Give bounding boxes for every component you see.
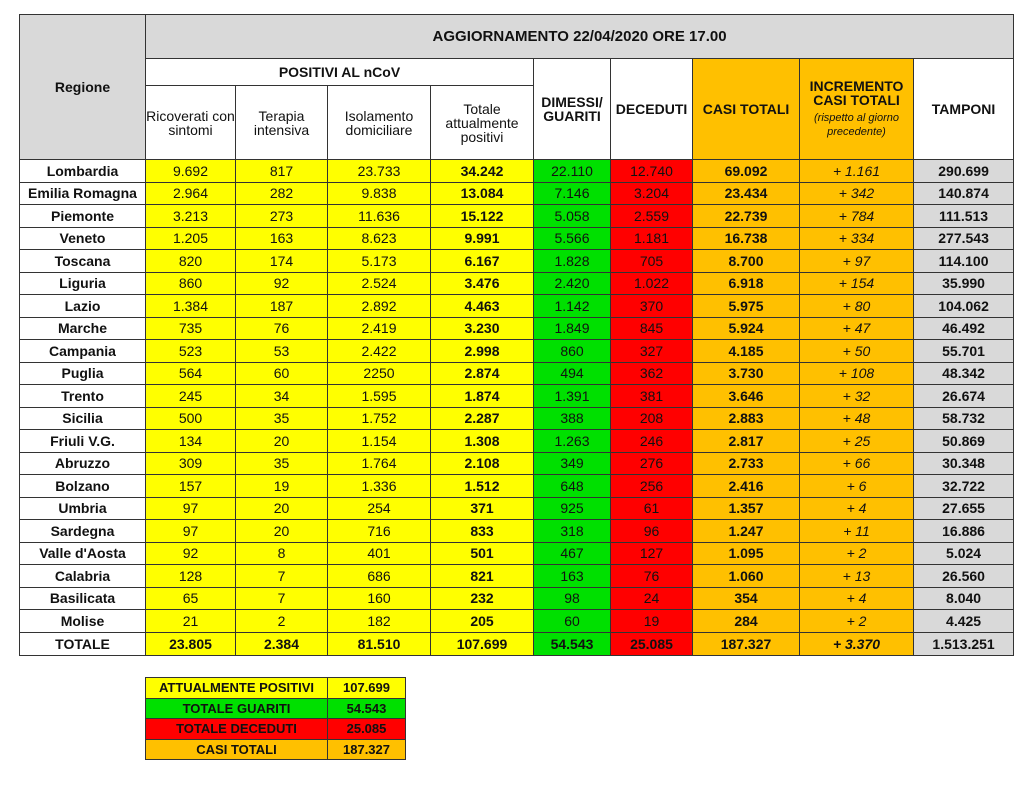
cell-incremento: + 6 (800, 475, 914, 498)
cell-casi-totali: 284 (693, 610, 800, 633)
header-incremento-note: (rispetto al giorno precedente) (814, 111, 899, 138)
cell-isolamento: 160 (328, 587, 431, 610)
cell-deceduti: 61 (611, 497, 693, 520)
cell-tamponi: 277.543 (914, 227, 1014, 250)
table-row (20, 587, 1014, 610)
cell-tamponi: 30.348 (914, 452, 1014, 475)
table-row (20, 362, 1014, 385)
cell-tamponi: 27.655 (914, 497, 1014, 520)
cell-dimessi: 648 (534, 475, 611, 498)
cell-casi-totali: 6.918 (693, 272, 800, 295)
cell-deceduti: 246 (611, 430, 693, 453)
cell-totale-positivi: 13.084 (431, 182, 534, 205)
table-row-total (20, 632, 1014, 655)
cell-region: Emilia Romagna (20, 182, 146, 205)
table-row (20, 182, 1014, 205)
table-row (20, 430, 1014, 453)
cell-incremento: + 80 (800, 295, 914, 318)
cell-terapia: 92 (236, 272, 328, 295)
cell-casi-totali: 23.434 (693, 182, 800, 205)
header-incremento (800, 59, 914, 160)
table-row (20, 317, 1014, 340)
total-totale-positivi: 107.699 (431, 632, 534, 655)
cell-tamponi: 26.560 (914, 565, 1014, 588)
cell-ricoverati: 500 (146, 407, 236, 430)
cell-isolamento: 2.422 (328, 340, 431, 363)
cell-ricoverati: 245 (146, 385, 236, 408)
total-dimessi: 54.543 (534, 632, 611, 655)
header-ricoverati: Ricoverati con sintomi (146, 86, 236, 160)
cell-isolamento: 1.336 (328, 475, 431, 498)
cell-tamponi: 290.699 (914, 160, 1014, 183)
cell-deceduti: 208 (611, 407, 693, 430)
cell-totale-positivi: 371 (431, 497, 534, 520)
total-casi-totali: 187.327 (693, 632, 800, 655)
cell-dimessi: 388 (534, 407, 611, 430)
cell-isolamento: 2250 (328, 362, 431, 385)
cell-totale-positivi: 833 (431, 520, 534, 543)
cell-region: Lazio (20, 295, 146, 318)
cell-isolamento: 254 (328, 497, 431, 520)
cell-casi-totali: 5.975 (693, 295, 800, 318)
table-row (20, 295, 1014, 318)
cell-dimessi: 1.391 (534, 385, 611, 408)
table-row (20, 205, 1014, 228)
cell-casi-totali: 3.730 (693, 362, 800, 385)
cell-ricoverati: 97 (146, 497, 236, 520)
cell-totale-positivi: 821 (431, 565, 534, 588)
cell-incremento: + 66 (800, 452, 914, 475)
summary-table (145, 677, 406, 760)
table-row (20, 160, 1014, 183)
report-container (19, 14, 1014, 757)
summary-label: ATTUALMENTE POSITIVI (146, 678, 328, 699)
cell-region: Molise (20, 610, 146, 633)
cell-casi-totali: 16.738 (693, 227, 800, 250)
summary-row (146, 719, 406, 740)
cell-tamponi: 35.990 (914, 272, 1014, 295)
cell-deceduti: 19 (611, 610, 693, 633)
cell-tamponi: 32.722 (914, 475, 1014, 498)
cell-deceduti: 327 (611, 340, 693, 363)
cell-casi-totali: 2.817 (693, 430, 800, 453)
cell-totale-positivi: 6.167 (431, 250, 534, 273)
cell-totale-positivi: 232 (431, 587, 534, 610)
table-row (20, 610, 1014, 633)
cell-casi-totali: 1.247 (693, 520, 800, 543)
cell-totale-positivi: 4.463 (431, 295, 534, 318)
cell-isolamento: 11.636 (328, 205, 431, 228)
cell-totale-positivi: 1.308 (431, 430, 534, 453)
cell-region: Lombardia (20, 160, 146, 183)
summary-label: TOTALE DECEDUTI (146, 719, 328, 740)
cell-isolamento: 5.173 (328, 250, 431, 273)
cell-deceduti: 96 (611, 520, 693, 543)
header-tamponi: TAMPONI (914, 59, 1014, 160)
cell-ricoverati: 9.692 (146, 160, 236, 183)
cell-incremento: + 784 (800, 205, 914, 228)
cell-incremento: + 2 (800, 542, 914, 565)
cell-deceduti: 3.204 (611, 182, 693, 205)
cell-isolamento: 23.733 (328, 160, 431, 183)
cell-incremento: + 11 (800, 520, 914, 543)
cell-tamponi: 8.040 (914, 587, 1014, 610)
cell-casi-totali: 3.646 (693, 385, 800, 408)
table-row (20, 407, 1014, 430)
cell-dimessi: 60 (534, 610, 611, 633)
table-row (20, 340, 1014, 363)
cell-incremento: + 13 (800, 565, 914, 588)
cell-terapia: 8 (236, 542, 328, 565)
cell-dimessi: 860 (534, 340, 611, 363)
cell-deceduti: 362 (611, 362, 693, 385)
cell-region: Umbria (20, 497, 146, 520)
cell-isolamento: 686 (328, 565, 431, 588)
cell-incremento: + 108 (800, 362, 914, 385)
total-deceduti: 25.085 (611, 632, 693, 655)
header-isolamento: Isolamento domiciliare (328, 86, 431, 160)
cell-region: Calabria (20, 565, 146, 588)
cell-dimessi: 1.828 (534, 250, 611, 273)
header-terapia: Terapia intensiva (236, 86, 328, 160)
cell-dimessi: 2.420 (534, 272, 611, 295)
cell-deceduti: 1.022 (611, 272, 693, 295)
cell-incremento: + 32 (800, 385, 914, 408)
cell-region: Puglia (20, 362, 146, 385)
summary-label: CASI TOTALI (146, 739, 328, 760)
cell-ricoverati: 157 (146, 475, 236, 498)
table-row (20, 227, 1014, 250)
summary-value: 25.085 (328, 719, 406, 740)
header-update-title: AGGIORNAMENTO 22/04/2020 ORE 17.00 (146, 15, 1014, 59)
cell-totale-positivi: 9.991 (431, 227, 534, 250)
table-row (20, 385, 1014, 408)
cell-totale-positivi: 1.874 (431, 385, 534, 408)
cell-isolamento: 401 (328, 542, 431, 565)
cell-region: Toscana (20, 250, 146, 273)
cell-totale-positivi: 205 (431, 610, 534, 633)
cell-casi-totali: 22.739 (693, 205, 800, 228)
table-row (20, 520, 1014, 543)
cell-terapia: 163 (236, 227, 328, 250)
cell-tamponi: 104.062 (914, 295, 1014, 318)
cell-region: Liguria (20, 272, 146, 295)
header-casi-totali: CASI TOTALI (693, 59, 800, 160)
cell-tamponi: 55.701 (914, 340, 1014, 363)
cell-incremento: + 50 (800, 340, 914, 363)
cell-casi-totali: 2.733 (693, 452, 800, 475)
cell-terapia: 174 (236, 250, 328, 273)
cell-incremento: + 154 (800, 272, 914, 295)
header-region: Regione (20, 15, 146, 160)
total-terapia: 2.384 (236, 632, 328, 655)
table-row (20, 452, 1014, 475)
cell-ricoverati: 735 (146, 317, 236, 340)
cell-isolamento: 9.838 (328, 182, 431, 205)
cell-deceduti: 2.559 (611, 205, 693, 228)
cell-ricoverati: 134 (146, 430, 236, 453)
cell-region: Piemonte (20, 205, 146, 228)
cell-terapia: 19 (236, 475, 328, 498)
cell-deceduti: 127 (611, 542, 693, 565)
cell-tamponi: 140.874 (914, 182, 1014, 205)
cell-casi-totali: 1.095 (693, 542, 800, 565)
total-isolamento: 81.510 (328, 632, 431, 655)
header-incremento-label: INCREMENTO CASI TOTALI (809, 77, 904, 108)
cell-deceduti: 276 (611, 452, 693, 475)
table-row (20, 542, 1014, 565)
cell-region: Basilicata (20, 587, 146, 610)
table-row (20, 475, 1014, 498)
cell-incremento: + 25 (800, 430, 914, 453)
cell-region: Campania (20, 340, 146, 363)
cell-dimessi: 7.146 (534, 182, 611, 205)
cell-isolamento: 182 (328, 610, 431, 633)
cell-ricoverati: 2.964 (146, 182, 236, 205)
cell-terapia: 2 (236, 610, 328, 633)
cell-tamponi: 26.674 (914, 385, 1014, 408)
cell-deceduti: 370 (611, 295, 693, 318)
summary-label: TOTALE GUARITI (146, 698, 328, 719)
cell-terapia: 76 (236, 317, 328, 340)
table-row (20, 497, 1014, 520)
cell-ricoverati: 523 (146, 340, 236, 363)
cell-dimessi: 318 (534, 520, 611, 543)
cell-incremento: + 4 (800, 497, 914, 520)
cell-casi-totali: 8.700 (693, 250, 800, 273)
cell-totale-positivi: 3.476 (431, 272, 534, 295)
cell-isolamento: 2.524 (328, 272, 431, 295)
cell-casi-totali: 354 (693, 587, 800, 610)
cell-region: Valle d'Aosta (20, 542, 146, 565)
cell-isolamento: 716 (328, 520, 431, 543)
cell-ricoverati: 65 (146, 587, 236, 610)
cell-region: Marche (20, 317, 146, 340)
cell-isolamento: 1.595 (328, 385, 431, 408)
cell-terapia: 20 (236, 520, 328, 543)
cell-isolamento: 2.892 (328, 295, 431, 318)
summary-value: 54.543 (328, 698, 406, 719)
summary-row (146, 678, 406, 699)
cell-tamponi: 4.425 (914, 610, 1014, 633)
cell-terapia: 60 (236, 362, 328, 385)
cell-casi-totali: 4.185 (693, 340, 800, 363)
cell-tamponi: 50.869 (914, 430, 1014, 453)
cell-tamponi: 111.513 (914, 205, 1014, 228)
cell-totale-positivi: 15.122 (431, 205, 534, 228)
cell-deceduti: 1.181 (611, 227, 693, 250)
cell-region: Trento (20, 385, 146, 408)
cell-incremento: + 1.161 (800, 160, 914, 183)
cell-ricoverati: 97 (146, 520, 236, 543)
cell-terapia: 7 (236, 587, 328, 610)
cell-totale-positivi: 2.287 (431, 407, 534, 430)
cell-incremento: + 334 (800, 227, 914, 250)
cell-ricoverati: 92 (146, 542, 236, 565)
cell-totale-positivi: 1.512 (431, 475, 534, 498)
cell-terapia: 20 (236, 497, 328, 520)
cell-ricoverati: 860 (146, 272, 236, 295)
table-row (20, 272, 1014, 295)
cell-deceduti: 381 (611, 385, 693, 408)
cell-tamponi: 46.492 (914, 317, 1014, 340)
cell-ricoverati: 1.205 (146, 227, 236, 250)
cell-ricoverati: 820 (146, 250, 236, 273)
cell-dimessi: 925 (534, 497, 611, 520)
total-tamponi: 1.513.251 (914, 632, 1014, 655)
cell-totale-positivi: 34.242 (431, 160, 534, 183)
cell-terapia: 7 (236, 565, 328, 588)
table-row (20, 250, 1014, 273)
header-positivi-group: POSITIVI AL nCoV (146, 59, 534, 86)
cell-ricoverati: 3.213 (146, 205, 236, 228)
cell-totale-positivi: 501 (431, 542, 534, 565)
summary-row (146, 698, 406, 719)
cell-dimessi: 22.110 (534, 160, 611, 183)
cell-incremento: + 2 (800, 610, 914, 633)
cell-region: Abruzzo (20, 452, 146, 475)
cell-tamponi: 5.024 (914, 542, 1014, 565)
cell-dimessi: 5.566 (534, 227, 611, 250)
cell-tamponi: 48.342 (914, 362, 1014, 385)
cell-region: Bolzano (20, 475, 146, 498)
cell-totale-positivi: 2.998 (431, 340, 534, 363)
cell-deceduti: 76 (611, 565, 693, 588)
cell-ricoverati: 564 (146, 362, 236, 385)
cell-terapia: 282 (236, 182, 328, 205)
cell-dimessi: 1.263 (534, 430, 611, 453)
cell-terapia: 34 (236, 385, 328, 408)
cell-dimessi: 163 (534, 565, 611, 588)
cell-ricoverati: 128 (146, 565, 236, 588)
cell-isolamento: 1.764 (328, 452, 431, 475)
cell-deceduti: 845 (611, 317, 693, 340)
cell-ricoverati: 21 (146, 610, 236, 633)
cell-tamponi: 16.886 (914, 520, 1014, 543)
cell-totale-positivi: 2.874 (431, 362, 534, 385)
covid-regional-table (19, 14, 1014, 656)
cell-tamponi: 114.100 (914, 250, 1014, 273)
cell-isolamento: 1.752 (328, 407, 431, 430)
cell-incremento: + 342 (800, 182, 914, 205)
cell-dimessi: 98 (534, 587, 611, 610)
cell-incremento: + 47 (800, 317, 914, 340)
cell-dimessi: 349 (534, 452, 611, 475)
cell-terapia: 35 (236, 407, 328, 430)
cell-deceduti: 12.740 (611, 160, 693, 183)
cell-casi-totali: 2.416 (693, 475, 800, 498)
summary-body (146, 678, 406, 760)
header-deceduti: DECEDUTI (611, 59, 693, 160)
summary-value: 187.327 (328, 739, 406, 760)
cell-terapia: 53 (236, 340, 328, 363)
cell-ricoverati: 1.384 (146, 295, 236, 318)
cell-casi-totali: 5.924 (693, 317, 800, 340)
header-totale-positivi: Totale attualmente positivi (431, 86, 534, 160)
summary-value: 107.699 (328, 678, 406, 699)
cell-dimessi: 467 (534, 542, 611, 565)
cell-casi-totali: 1.357 (693, 497, 800, 520)
cell-totale-positivi: 2.108 (431, 452, 534, 475)
cell-dimessi: 1.142 (534, 295, 611, 318)
total-incremento: + 3.370 (800, 632, 914, 655)
cell-region: Friuli V.G. (20, 430, 146, 453)
cell-totale-positivi: 3.230 (431, 317, 534, 340)
summary-row (146, 739, 406, 760)
cell-deceduti: 705 (611, 250, 693, 273)
cell-casi-totali: 69.092 (693, 160, 800, 183)
header-dimessi: DIMESSI/ GUARITI (534, 59, 611, 160)
table-row (20, 565, 1014, 588)
cell-dimessi: 5.058 (534, 205, 611, 228)
cell-incremento: + 4 (800, 587, 914, 610)
cell-terapia: 20 (236, 430, 328, 453)
table-body (20, 160, 1014, 656)
cell-dimessi: 1.849 (534, 317, 611, 340)
cell-deceduti: 24 (611, 587, 693, 610)
cell-region: Sardegna (20, 520, 146, 543)
cell-isolamento: 1.154 (328, 430, 431, 453)
cell-dimessi: 494 (534, 362, 611, 385)
cell-deceduti: 256 (611, 475, 693, 498)
total-ricoverati: 23.805 (146, 632, 236, 655)
total-region: TOTALE (20, 632, 146, 655)
cell-terapia: 273 (236, 205, 328, 228)
cell-terapia: 35 (236, 452, 328, 475)
cell-region: Veneto (20, 227, 146, 250)
cell-incremento: + 97 (800, 250, 914, 273)
cell-ricoverati: 309 (146, 452, 236, 475)
cell-isolamento: 2.419 (328, 317, 431, 340)
cell-terapia: 187 (236, 295, 328, 318)
cell-casi-totali: 2.883 (693, 407, 800, 430)
cell-region: Sicilia (20, 407, 146, 430)
cell-tamponi: 58.732 (914, 407, 1014, 430)
cell-incremento: + 48 (800, 407, 914, 430)
cell-terapia: 817 (236, 160, 328, 183)
cell-isolamento: 8.623 (328, 227, 431, 250)
cell-casi-totali: 1.060 (693, 565, 800, 588)
